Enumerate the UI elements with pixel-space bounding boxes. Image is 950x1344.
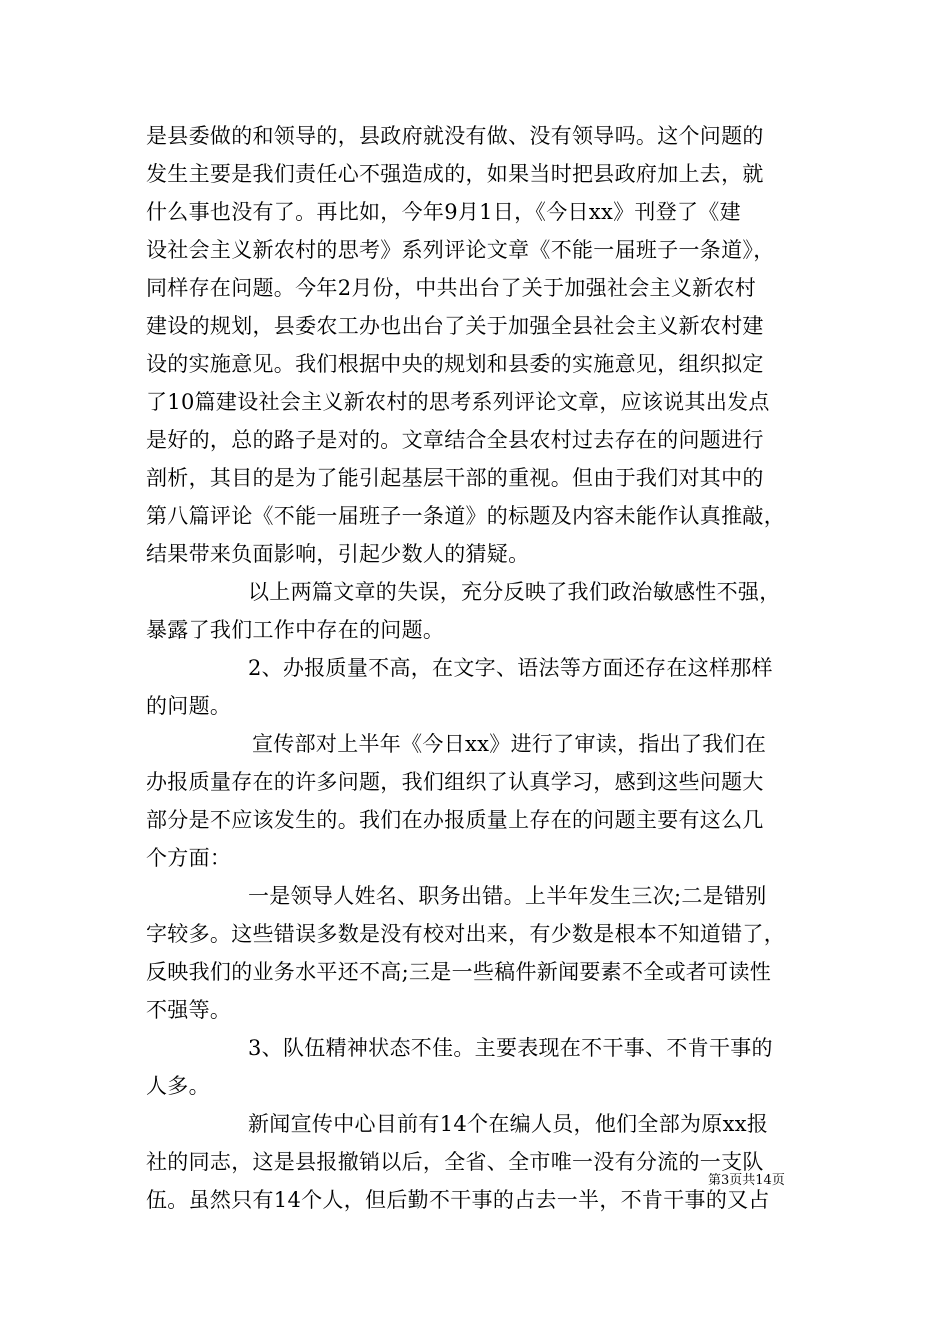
paragraph-start-line: 一是领导人姓名、职务出错。上半年发生三次;二是错别 [248, 884, 767, 908]
body-line: 个方面： [146, 846, 232, 870]
paragraph-start-line: 新闻宣传中心目前有14个在编人员，他们全部为原xx报 [248, 1112, 769, 1136]
body-line: 办报质量存在的许多问题，我们组织了认真学习，感到这些问题大 [146, 770, 764, 794]
body-line: 发生主要是我们责任心不强造成的，如果当时把县政府加上去，就 [146, 162, 764, 186]
section-heading-3: 3、队伍精神状态不佳。主要表现在不干事、不肯干事的 [248, 1036, 773, 1060]
body-line: 社的同志，这是县报撤销以后，全省、全市唯一没有分流的一支队 [146, 1150, 764, 1174]
body-line: 部分是不应该发生的。我们在办报质量上存在的问题主要有这么几 [146, 808, 764, 832]
body-line: 设的实施意见。我们根据中央的规划和县委的实施意见，组织拟定 [146, 352, 764, 376]
body-line: 是县委做的和领导的，县政府就没有做、没有领导吗。这个问题的 [146, 124, 764, 148]
body-line: 了10篇建设社会主义新农村的思考系列评论文章，应该说其出发点 [146, 390, 770, 414]
paragraph-start-line: 以上两篇文章的失误，充分反映了我们政治敏感性不强， [248, 580, 781, 604]
body-line: 是好的，总的路子是对的。文章结合全县农村过去存在的问题进行 [146, 428, 764, 452]
body-line: 什么事也没有了。再比如，今年9月1日，《今日xx》刊登了《建 [146, 200, 741, 224]
body-line: 暴露了我们工作中存在的问题。 [146, 618, 445, 642]
paragraph-start-line: 宣传部对上半年《今日xx》进行了审读，指出了我们在 [252, 732, 767, 756]
body-line: 结果带来负面影响，引起少数人的猜疑。 [146, 542, 530, 566]
body-line: 反映我们的业务水平还不高;三是一些稿件新闻要素不全或者可读性 [146, 960, 772, 984]
body-line: 字较多。这些错误多数是没有校对出来，有少数是根本不知道错了， [146, 922, 785, 946]
body-line: 伍。虽然只有14个人，但后勤不干事的占去一半，不肯干事的又占 [146, 1188, 770, 1212]
page-number-footer: 第3页共14页 [708, 1173, 785, 1188]
body-line: 第八篇评论《不能一届班子一条道》的标题及内容未能作认真推敲， [146, 504, 785, 528]
section-heading-2: 2、办报质量不高，在文字、语法等方面还存在这样那样 [248, 656, 773, 680]
body-line: 不强等。 [146, 998, 232, 1022]
body-line: 建设的规划，县委农工办也出台了关于加强全县社会主义新农村建 [146, 314, 764, 338]
body-line: 的问题。 [146, 694, 232, 718]
body-line: 设社会主义新农村的思考》系列评论文章《不能一届班子一条道》， [146, 238, 775, 262]
body-line: 同样存在问题。今年2月份，中共出台了关于加强社会主义新农村 [146, 276, 757, 300]
body-line: 剖析，其目的是为了能引起基层干部的重视。但由于我们对其中的 [146, 466, 764, 490]
body-line: 人多。 [146, 1074, 210, 1098]
